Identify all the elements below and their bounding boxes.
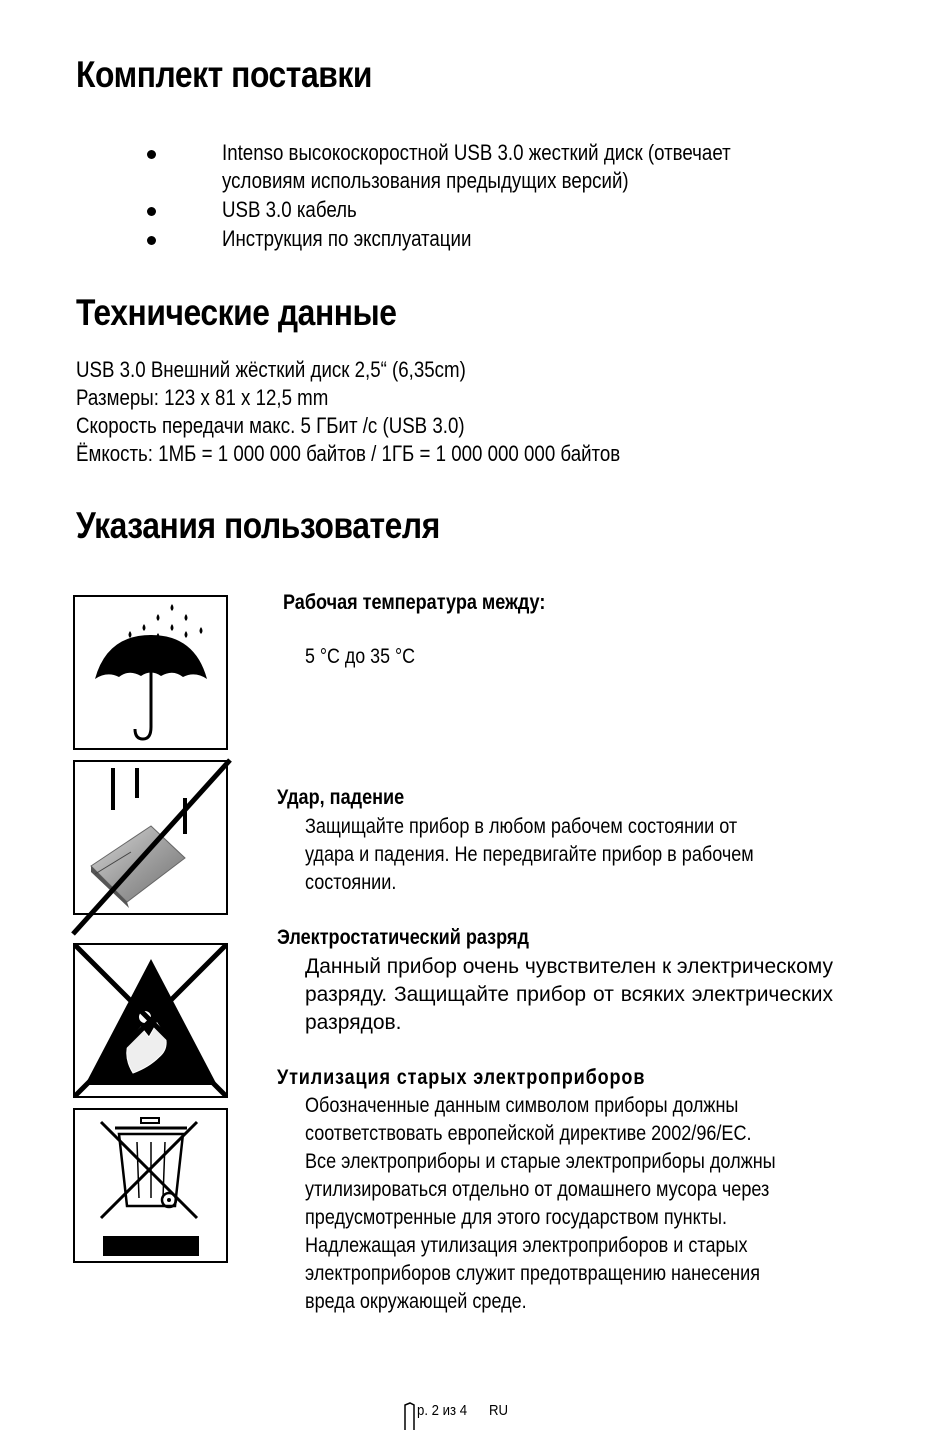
- word: от: [592, 983, 614, 1006]
- disposal-line: электроприборов служит предотвращению нанесения: [305, 1262, 761, 1285]
- disposal-heading: Утилизация старых электроприборов: [277, 1066, 646, 1089]
- disposal-line: вреда окружающей среде.: [305, 1290, 527, 1313]
- esd-line-3: [305, 1009, 833, 1037]
- tech-line-3: Скорость передачи макс. 5 ГБит /с (USB 3.0): [76, 413, 465, 438]
- word: прибор: [515, 983, 587, 1006]
- page-number: р. 2 из 4: [417, 1402, 468, 1419]
- disposal-line: утилизироваться отдельно от домашнего мусора через: [305, 1178, 770, 1201]
- shock-line: Защищайте прибор в любом рабочем состоянии от: [305, 815, 738, 838]
- temperature-value: 5 °C до 35 °C: [305, 645, 416, 668]
- word: электрических: [691, 983, 833, 1006]
- esd-line-2: [305, 981, 833, 1009]
- tech-line-4: Ёмкость: 1МБ = 1 000 000 байтов / 1ГБ = 1 000 000 000 байтов: [76, 441, 621, 466]
- disposal-line: предусмотренные для этого государством пункты.: [305, 1206, 727, 1229]
- tech-title: Технические данные: [76, 292, 397, 333]
- umbrella-rain-icon: [73, 595, 228, 750]
- language-code: RU: [489, 1402, 509, 1419]
- bullet-icon: [147, 207, 156, 216]
- disposal-text: [305, 1092, 833, 1316]
- word: очень: [462, 955, 520, 978]
- weee-bin-icon: [73, 1108, 228, 1263]
- delivery-item-1-line-1: Intenso высокоскоростной USB 3.0 жесткий диск (отвечает: [222, 140, 731, 165]
- disposal-line: Все электроприборы и старые электроприборы должны: [305, 1150, 776, 1173]
- disposal-line: соответствовать европейской директиве 2002/96/EC.: [305, 1122, 752, 1145]
- tech-line-2: Размеры: 123 x 81 x 12,5 mm: [76, 385, 329, 410]
- bullet-icon: [147, 236, 156, 245]
- word: разрядов.: [305, 1011, 402, 1034]
- word: к: [661, 955, 672, 978]
- page-bracket-icon: [403, 1402, 417, 1430]
- esd-line-1: [305, 953, 833, 981]
- shock-heading: Удар, падение: [277, 786, 405, 809]
- word: всяких: [620, 983, 685, 1006]
- word: электрическому: [676, 955, 833, 978]
- tech-line-1: USB 3.0 Внешний жёсткий диск 2,5“ (6,35cm): [76, 357, 466, 382]
- disposal-line: Надлежащая утилизация электроприборов и старых: [305, 1234, 748, 1257]
- esd-text: [305, 953, 833, 1037]
- disposal-line: Обозначенные данным символом приборы должны: [305, 1094, 739, 1117]
- shock-line: состоянии.: [305, 871, 397, 894]
- word: разряду.: [305, 983, 388, 1006]
- shock-text: [305, 813, 833, 897]
- notes-title: Указания пользователя: [76, 505, 440, 546]
- no-drop-icon: [73, 760, 228, 915]
- delivery-item-1-line-2: условиям использования предыдущих версий): [222, 168, 629, 193]
- bullet-icon: [147, 150, 156, 159]
- no-esd-icon: [73, 943, 228, 1098]
- word: Защищайте: [393, 983, 510, 1006]
- word: чувствителен: [524, 955, 657, 978]
- word: Данный: [305, 955, 381, 978]
- temperature-heading: Рабочая температура между:: [283, 591, 546, 614]
- word: прибор: [386, 955, 457, 978]
- delivery-title: Комплект поставки: [76, 54, 373, 95]
- esd-heading: Электростатический разряд: [277, 926, 529, 949]
- delivery-item-2: USB 3.0 кабель: [222, 197, 357, 222]
- delivery-item-3: Инструкция по эксплуатации: [222, 226, 472, 251]
- shock-line: удара и падения. Не передвигайте прибор в рабочем: [305, 843, 754, 866]
